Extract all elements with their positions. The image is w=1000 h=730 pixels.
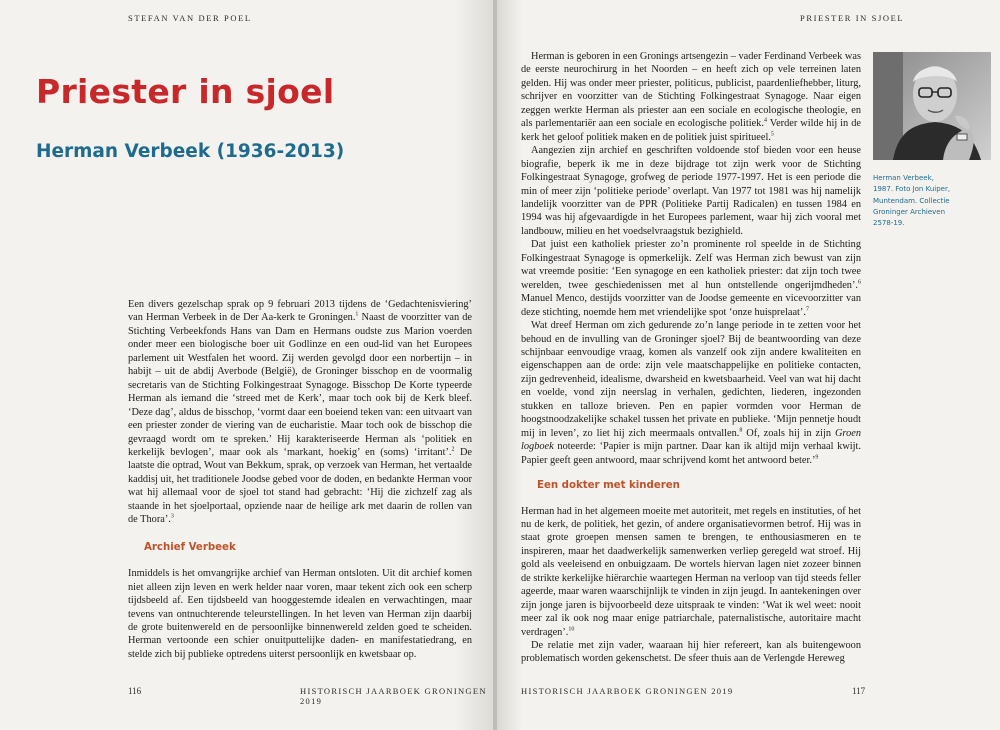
footnote-ref[interactable]: 10 — [568, 626, 575, 633]
paragraph: Wat dreef Herman om zich gedurende zo’n lange periode in te zetten voor het behoud en de invulling van de Groninger sjoel? Bij de beantwoording van deze schijnbaar eenvoudige vraag, komen als vanzelf ook zijn andere kwaliteiten en eigenschappen aan de orde: zijn vele maatschappelijke en politieke contacten, zijn gedrevenheid, idealisme, dwarsheid en kwetsbaarheid. Veel van wat hij dacht en voelde, vond zijn neerslag in verhalen, gedichten, liederen, ingezonden stukken en talloze brieven. Pen en papier vormden voor Herman de hoogstnoodzakelijke schakel tussen het private en publieke. ‘Mijn pennetje houdt mij in leven’, zo liet hij zich meermaals ontvallen.$^8$ Of, zoals hij in zijn Groen logboek noteerde: ‘Papier is mijn partner. Daar kan ik altijd mijn verhaal kwijt. Papier geeft geen antwoord, maar schrijvend komt het antwoord beter.’$^9$ — [521, 320, 861, 466]
article-title: Priester in sjoel — [36, 72, 335, 111]
footnote-ref[interactable]: 1 — [355, 312, 359, 319]
footnote-ref[interactable]: 7 — [805, 306, 809, 313]
portrait-man-glasses-icon — [873, 52, 991, 160]
left-page — [0, 0, 494, 730]
right-page — [497, 0, 1000, 730]
left-body-text — [128, 298, 472, 661]
article-subtitle: Herman Verbeek (1936-2013) — [36, 141, 345, 162]
paragraph: De relatie met zijn vader, waaraan hij hier refereert, kan als buitengewoon problematisch worden gekenschetst. De sfeer thuis aan de Verlengde Hereweg — [521, 640, 861, 665]
paragraph: Herman had in het algemeen moeite met autoriteit, met regels en instituties, of het nu de kerk, de politiek, het gezin, of andere organisatievormen betrof. Hij was in staat grote groepen mensen samen te brengen, te enthousiasmeren en te inspireren, maar het daadwerkelijk samenwerken verliep geregeld wat stroef. Hij gold als veeleisend en onbuigzaam. De wortels hiervan lagen niet zozeer binnen de strikte kerkelijke hiërarchie waartegen Herman na verloop van tijd steeds feller ageerde, maar waren waarschijnlijk te vinden in zijn jeugd. In aantekeningen over zijn jonge jaren is bijvoorbeeld deze uitspraak te vinden: ‘Wat ik wel weet: nooit meer zal ik ook nog maar enige patriarchale, paternalistische, autoritaire macht verdragen’.$^{10}$ — [521, 505, 861, 638]
footnote-ref[interactable]: 6 — [858, 279, 861, 286]
paragraph: Inmiddels is het omvangrijke archief van Herman ontsloten. Uit dit archief komen niet alleen zijn leven en werk helder naar voren, maar tekent zich ook een scherp tijdsbeeld af. Een tijdsbeeld van hooggestemde idealen en verwachtingen, maar tevens van ontnuchterende teleurstellingen. In het leven van Herman zijn daarbij de grote buitenwereld en de persoonlijke binnenwereld zelden goed te scheiden. Herman vertoonde een schier onuitputtelijke daden- en manifestatiedrang, en stelde zich bij publieke optredens uiterst persoonlijk en kwetsbaar op. — [128, 568, 472, 660]
paragraph: Aangezien zijn archief en geschriften voldoende stof bieden voor een heuse biografie, beperk ik me in deze bijdrage tot zijn werk voor de Stichting Folkingestraat Synagoge, grofweg de periode 1977-1997. Het is een periode die min of meer zijn ‘politieke periode’ overlapt. Van 1977 tot 1981 was hij namelijk landelijk voorzitter van de PPR (Politieke Partij Radicalen) en tussen 1984 en 1994 was hij afgevaardigde in het Europees parlement, waar hij zich vooral met landbouw, milieu en het voedselvraagstuk bezighield. — [521, 145, 861, 237]
running-head-author: STEFAN VAN DER POEL — [128, 13, 252, 23]
paragraph: Dat juist een katholiek priester zo’n prominente rol speelde in de Stichting Folkingestraat Synagoge is opmerkelijk. Zelf was Herman zich bewust van zijn wat vreemde positie: ‘Een synagoge en een katholiek priester: dat zijn toch twee werelden, twee geschiedenissen met al hun ontstellende ongerijmdheden’.$^6$ Manuel Menco, destijds voorzitter van de Joodse gemeente en vicevoorzitter van deze stichting, noemde hem met vriendelijke spot ‘onze huisprelaat’.$^7$ — [521, 239, 861, 318]
section-heading: Een dokter met kinderen — [537, 480, 680, 492]
footnote-ref[interactable]: 2 — [451, 446, 455, 453]
footnote-ref[interactable]: 3 — [170, 513, 174, 520]
footnote-ref[interactable]: 8 — [739, 427, 743, 434]
running-head-title: PRIESTER IN SJOEL — [800, 13, 905, 23]
footer-journal-title: HISTORISCH JAARBOEK GRONINGEN 2019 — [521, 686, 734, 696]
paragraph: Een divers gezelschap sprak op 9 februari 2013 tijdens de ‘Gedachtenisviering’ van Herman Verbeek in de Der Aa-kerk te Groningen.$^1$ Naast de voorzitter van de Stichting Verbeekfonds Hans van Dam en Hermans oudste zus Marion voerden onder meer een biologische boer uit Godlinze en een oud-lid van het Europees parlement uit Westfalen het woord. Zij werden gevolgd door een norbertijn – in habijt – uit de abdij Averbode (België), de Groninger bisschop en de voormalig secretaris van de Stichting Folkingestraat Synagoge. Bisschop De Korte typeerde Herman als iemand die ‘streed met de Kerk’, maar toch ook bij de Kerk bleef. ‘Deze dag’, aldus de bisschop, ‘vormt daar een boeiend teken van: een uitvaart van een priester zonder de viering van de eucharistie. Maar toch ook de bisschop die gevraagd wordt om te spreken.’ Hij karakteriseerde Herman als ‘politiek en kerkelijk bevlogen’, maar ook als ‘markant, hoekig’ en (soms) ‘irritant’.$^2$ De laatste die optrad, Wout van Bekkum, sprak, op verzoek van Herman, het vertaalde kaddisj uit, het traditionele Joodse gebed voor de doden, en bedankte Herman voor wat hij allemaal voor de sjoel tot stand had gebracht: ‘Hij die zichzelf zag als staande in het sjoelportaal, opziende naar de heilige ark met daarin de rollen van de Thora’.$^3$ — [128, 299, 473, 526]
section-heading: Archief Verbeek — [144, 541, 236, 553]
footnote-ref[interactable]: 4 — [763, 117, 767, 124]
photo-caption: Herman Verbeek, 1987. Foto Jon Kuiper, Muntendam. Collectie Groninger Archieven 2578-19. — [873, 174, 951, 228]
paragraph: Herman is geboren in een Gronings artsengezin – vader Ferdinand Verbeek was de eerste neurochirurg in het Noorden – en heeft zich op vele terreinen laten gelden. Hij was onder meer priester, politicus, publicist, paardenliefhebber, liturg, schrijver en voorzitter van de Stichting Folkingestraat Synagoge. Naar eigen zeggen werkte Herman als priester aan een sociale en ecologische theologie, en als parlementariër aan een sociale en ecologische politiek.$^4$ Verder wilde hij in de kerk het geloof politiek maken en de politiek juist spiritueel.$^5$ — [521, 51, 861, 143]
footnote-ref[interactable]: 9 — [815, 454, 819, 461]
footer-journal-title: HISTORISCH JAARBOEK GRONINGEN 2019 — [300, 686, 487, 706]
page-number: 117 — [852, 686, 866, 696]
right-body-text — [521, 50, 861, 666]
footnote-ref[interactable]: 5 — [770, 131, 774, 138]
page-number: 116 — [128, 686, 142, 696]
portrait-photo — [873, 52, 991, 160]
